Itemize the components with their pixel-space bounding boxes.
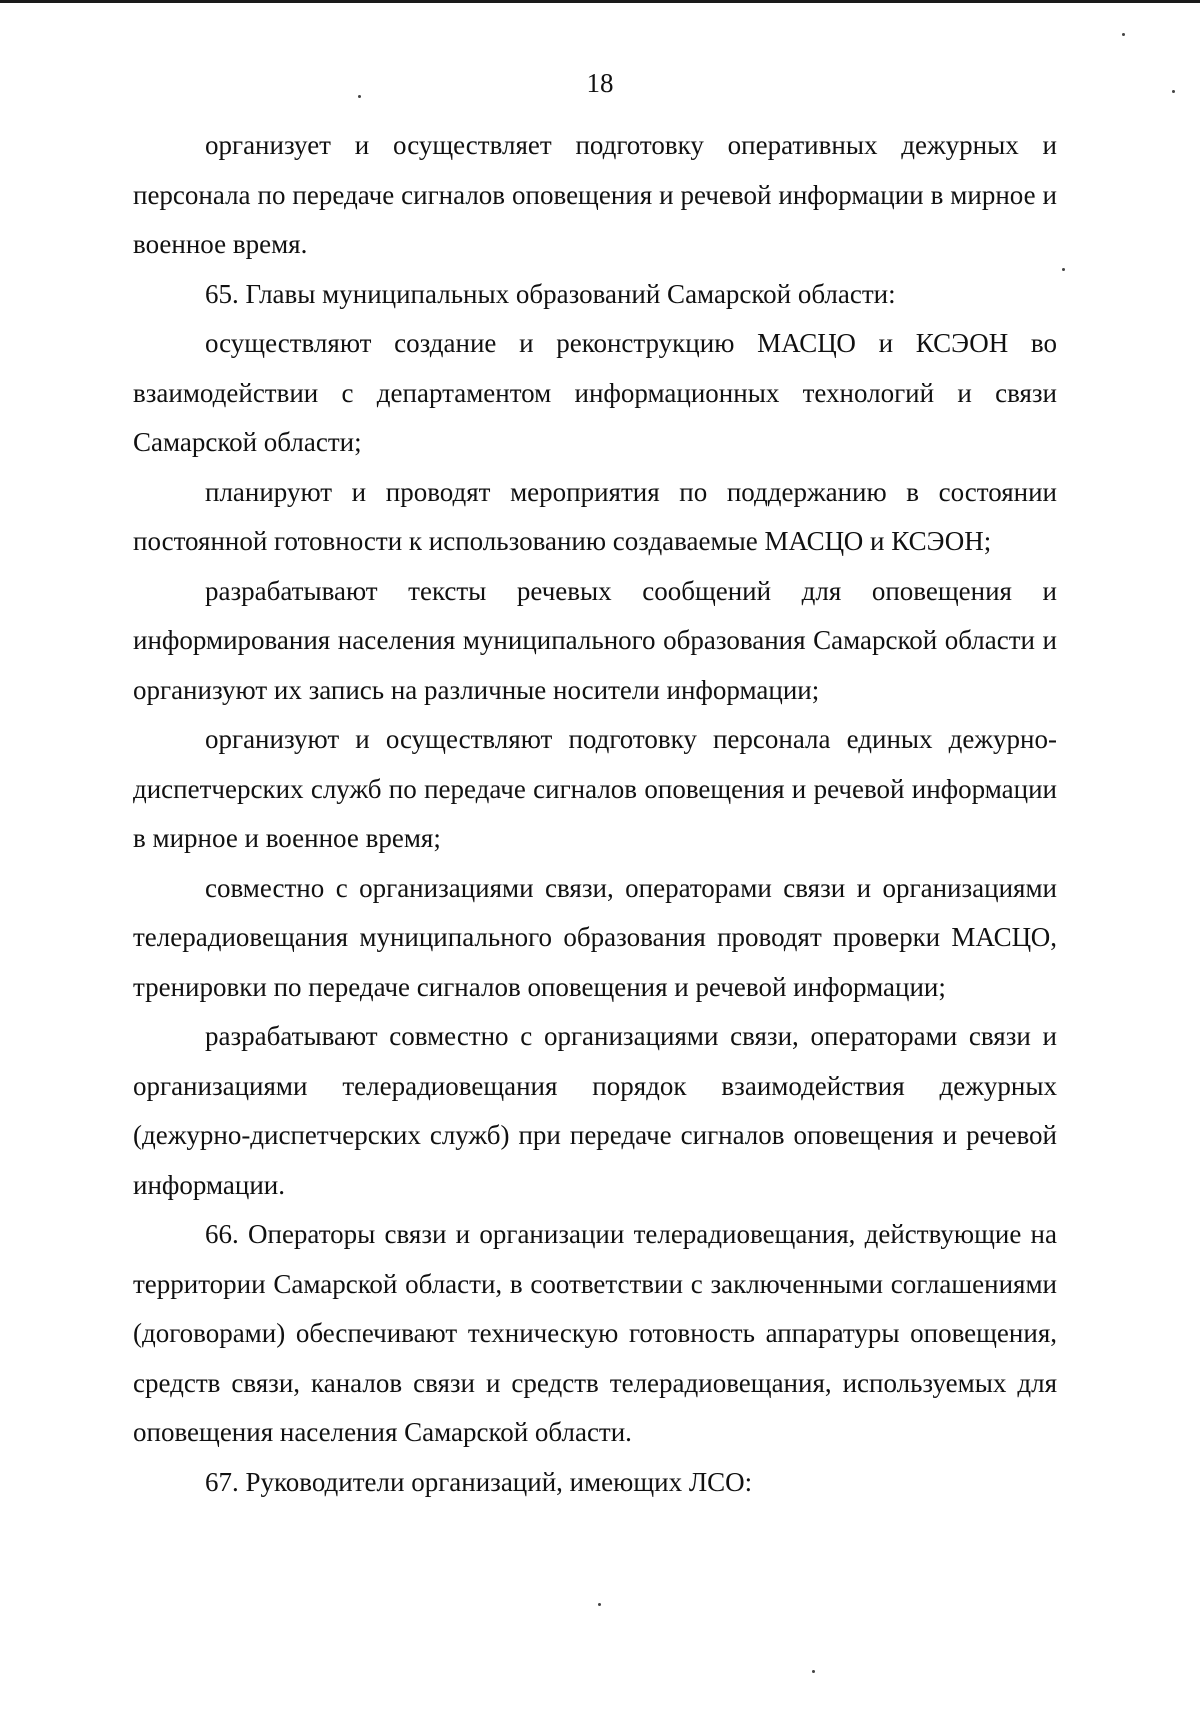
document-body bbox=[133, 121, 1057, 1507]
paragraph-64-continuation: организует и осуществляет подготовку оперативных дежурных и персонала по передаче сигналов оповещения и речевой информации в мирное и военное время. bbox=[133, 130, 1057, 259]
paragraph-65-item-1: осуществляют создание и реконструкцию МАСЦО и КСЭОН во взаимодействии с департаментом информационных технологий и связи Самарской области; bbox=[133, 328, 1057, 457]
paragraph-65-item-3: разрабатывают тексты речевых сообщений для оповещения и информирования населения муниципального образования Самарской области и организуют их запись на различные носители информации; bbox=[133, 575, 1057, 705]
scan-speck bbox=[1172, 90, 1175, 93]
paragraph-65-heading: 65. Главы муниципальных образований Самарской области: bbox=[205, 278, 896, 309]
scan-speck bbox=[1122, 33, 1125, 36]
scan-speck bbox=[358, 95, 361, 98]
paragraph-65-item-6: разрабатывают совместно с организациями связи, операторами связи и организациями телерадиовещания порядок взаимодействия дежурных (дежурно-диспетчерских служб) при передаче сигналов оповещения и речевой информации. bbox=[133, 1021, 1057, 1200]
top-border-rule bbox=[0, 0, 1200, 3]
scan-speck bbox=[812, 1670, 815, 1673]
paragraph-67-heading: 67. Руководители организаций, имеющих ЛСО: bbox=[205, 1466, 753, 1497]
paragraph-66: 66. Операторы связи и организации телерадиовещания, действующие на территории Самарской области, в соответствии с заключенными соглашениями (договорами) обеспечивают техническую готовность аппаратуры оповещения, средств связи, каналов связи и средств телерадиовещания, используемых для оповещения населения Самарской области. bbox=[133, 1219, 1057, 1447]
scan-speck bbox=[598, 1603, 601, 1606]
paragraph-65-item-4: организуют и осуществляют подготовку персонала единых дежурно-диспетчерских служб по передаче сигналов оповещения и речевой информации в мирное и военное время; bbox=[133, 724, 1057, 853]
scan-speck bbox=[1062, 268, 1065, 271]
page-number: 18 bbox=[586, 68, 614, 98]
paragraph-65-item-2: планируют и проводят мероприятия по поддержанию в состоянии постоянной готовности к использованию создаваемые МАСЦО и КСЭОН; bbox=[133, 476, 1057, 556]
paragraph-65-item-5: совместно с организациями связи, операторами связи и организациями телерадиовещания муниципального образования проводят проверки МАСЦО, тренировки по передаче сигналов оповещения и речевой информации; bbox=[133, 872, 1057, 1002]
